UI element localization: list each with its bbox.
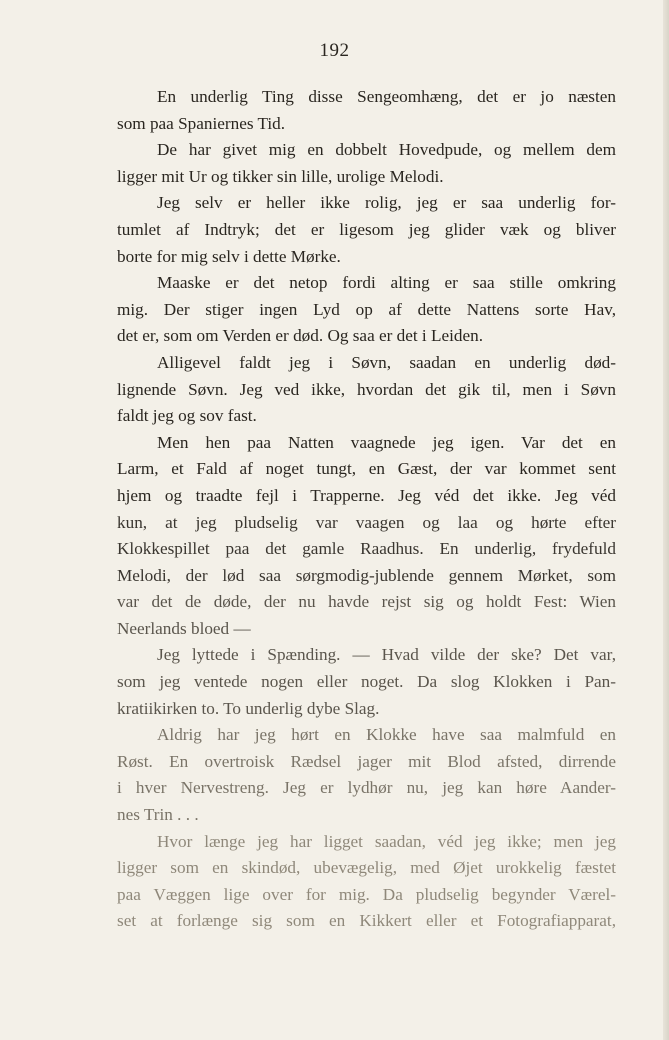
- text-line: Klokkespillet paa det gamle Raadhus. En underlig, frydefuld: [117, 539, 616, 559]
- page-edge-shadow: [663, 0, 669, 1040]
- text-line: Neerlands bloed —: [117, 618, 251, 638]
- text-line: som jeg ventede nogen eller noget. Da slog Klokken i Pan-: [117, 672, 616, 692]
- text-line: ligger mit Ur og tikker sin lille, urolige Melodi.: [117, 166, 444, 186]
- text-line: lignende Søvn. Jeg ved ikke, hvordan det gik til, men i Søvn: [117, 379, 616, 399]
- text-line: Jeg selv er heller ikke rolig, jeg er saa underlig for-: [157, 193, 616, 213]
- body-text: [117, 84, 616, 935]
- text-line: mig. Der stiger ingen Lyd op af dette Nattens sorte Hav,: [117, 299, 616, 319]
- text-line: Hvor længe jeg har ligget saadan, véd jeg ikke; men jeg: [157, 831, 616, 851]
- text-line: ligger som en skindød, ubevægelig, med Øjet urokkelig fæstet: [117, 858, 616, 878]
- text-line: Men hen paa Natten vaagnede jeg igen. Var det en: [157, 432, 616, 452]
- text-line: faldt jeg og sov fast.: [117, 406, 257, 426]
- text-line: En underlig Ting disse Sengeomhæng, det er jo næsten: [157, 87, 616, 106]
- text-line: som paa Spaniernes Tid.: [117, 113, 286, 133]
- text-line: nes Trin . . .: [117, 805, 199, 825]
- text-line: borte for mig selv i dette Mørke.: [117, 246, 341, 266]
- text-line: hjem og traadte fejl i Trapperne. Jeg véd det ikke. Jeg véd: [117, 485, 616, 505]
- text-line: det er, som om Verden er død. Og saa er det i Leiden.: [117, 326, 484, 346]
- text-line: Melodi, der lød saa sørgmodig-jublende gennem Mørket, som: [117, 565, 616, 585]
- text-line: Maaske er det netop fordi alting er saa stille omkring: [157, 273, 616, 293]
- text-line: set at forlænge sig som en Kikkert eller et Fotografiapparat,: [117, 911, 616, 931]
- text-line: i hver Nervestreng. Jeg er lydhør nu, jeg kan høre Aander-: [117, 778, 616, 798]
- text-line: Aldrig har jeg hørt en Klokke have saa malmfuld en: [157, 725, 616, 745]
- text-line: De har givet mig en dobbelt Hovedpude, og mellem dem: [157, 140, 616, 160]
- page-number: 192: [319, 40, 350, 61]
- text-line: Alligevel faldt jeg i Søvn, saadan en underlig død-: [157, 352, 616, 372]
- text-line: Jeg lyttede i Spænding. — Hvad vilde der ske? Det var,: [157, 645, 616, 665]
- text-line: paa Væggen lige over for mig. Da pludselig begynder Værel-: [117, 884, 616, 904]
- text-line: kun, at jeg pludselig var vaagen og laa og hørte efter: [117, 512, 616, 532]
- text-line: var det de døde, der nu havde rejst sig og holdt Fest: Wien: [117, 592, 616, 612]
- text-line: Røst. En overtroisk Rædsel jager mit Blod afsted, dirrende: [117, 751, 616, 771]
- text-line: Larm, et Fald af noget tungt, en Gæst, der var kommet sent: [117, 459, 616, 479]
- text-line: kratiikirken to. To underlig dybe Slag.: [117, 698, 380, 718]
- text-line: tumlet af Indtryk; det er ligesom jeg glider væk og bliver: [117, 219, 616, 239]
